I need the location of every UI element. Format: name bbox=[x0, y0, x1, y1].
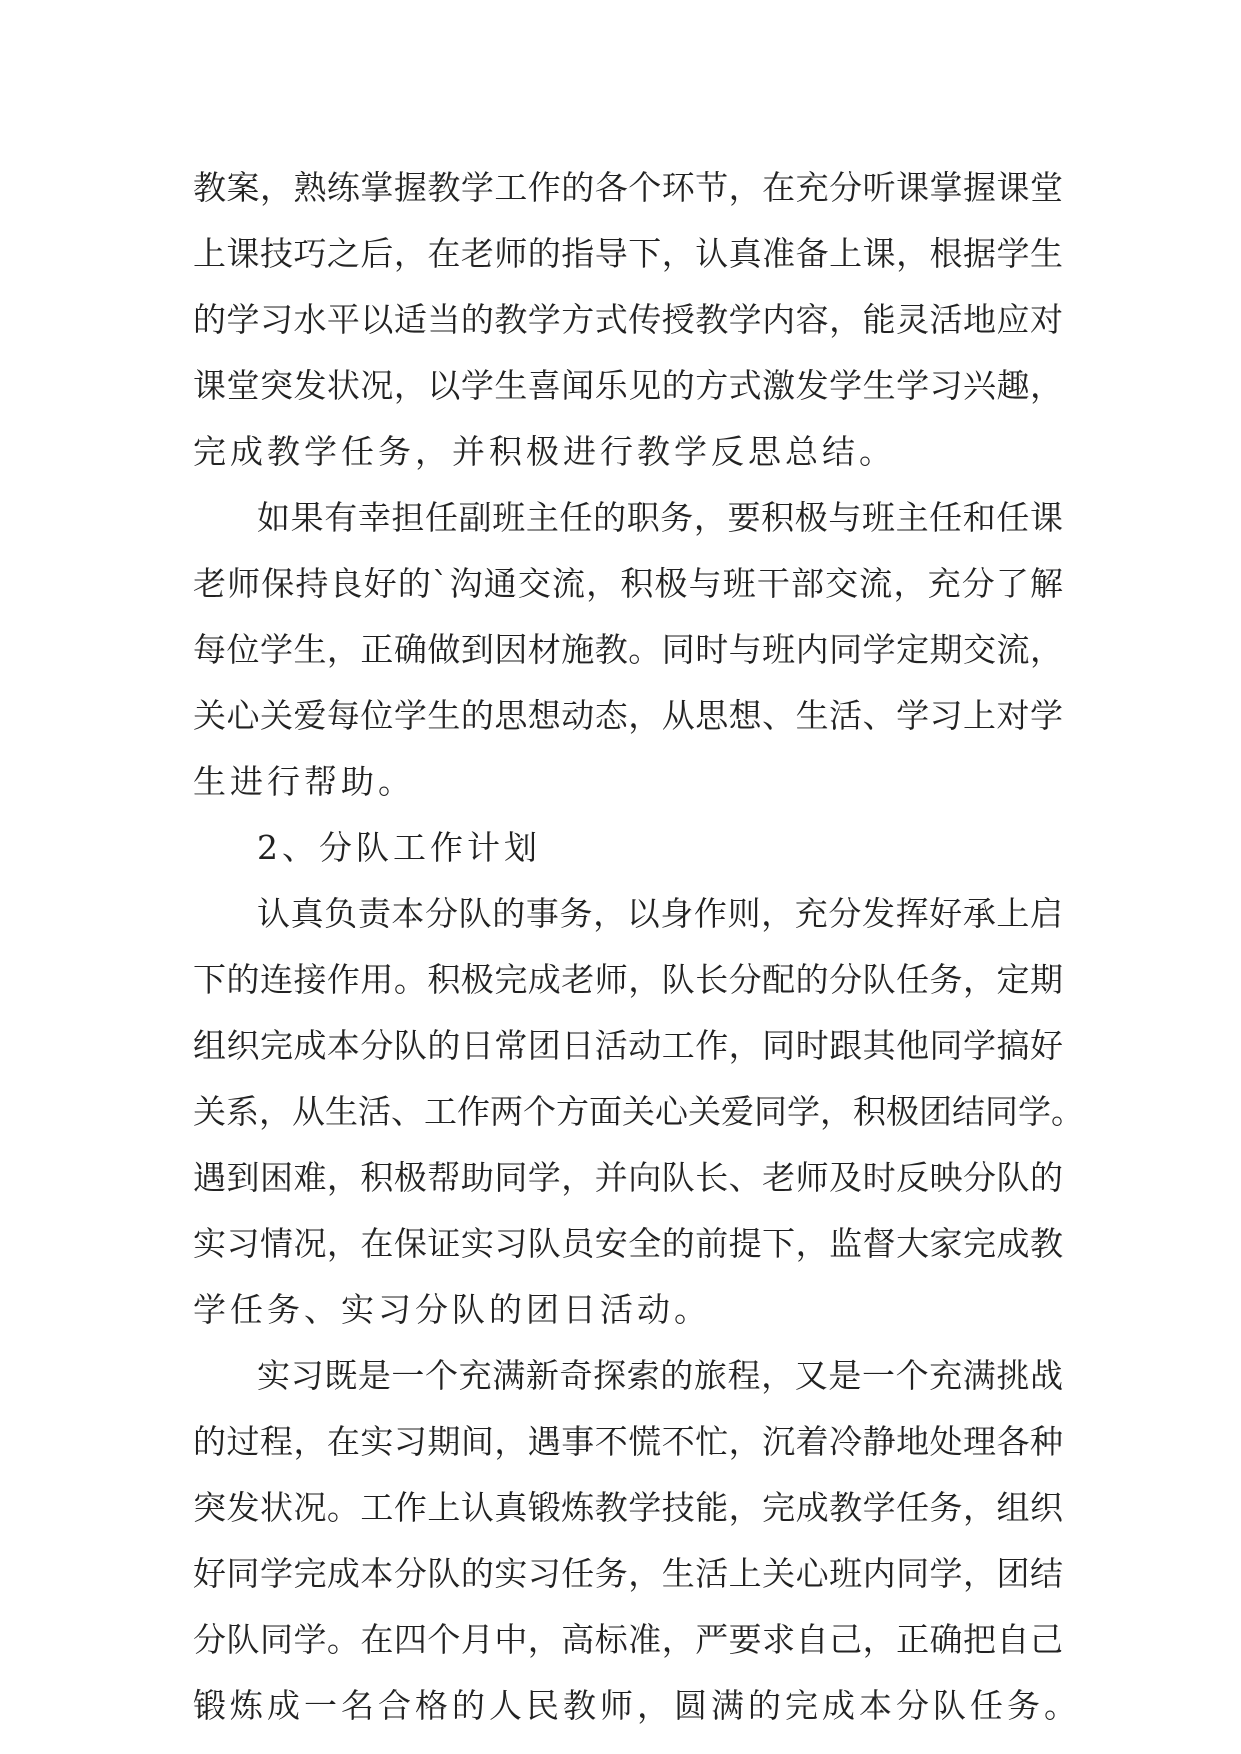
text-line: 遇到困难，积极帮助同学，并向队长、老师及时反映分队的 bbox=[193, 1158, 1063, 1197]
text-line: 如果有幸担任副班主任的职务，要积极与班主任和任课 bbox=[257, 498, 1063, 537]
text-line: 生进行帮助。 bbox=[193, 762, 415, 801]
text-line: 认真负责本分队的事务，以身作则，充分发挥好承上启 bbox=[257, 894, 1063, 933]
text-line: 实习既是一个充满新奇探索的旅程，又是一个充满挑战 bbox=[257, 1356, 1063, 1395]
section-heading bbox=[193, 815, 1063, 881]
heading-line: 2、分队工作计划 bbox=[257, 828, 541, 867]
text-line: 上课技巧之后，在老师的指导下，认真准备上课，根据学生 bbox=[193, 234, 1063, 273]
text-line: 教案，熟练掌握教学工作的各个环节，在充分听课掌握课堂 bbox=[193, 168, 1063, 207]
document-body bbox=[193, 155, 1084, 1739]
text-line: 好同学完成本分队的实习任务，生活上关心班内同学，团结 bbox=[193, 1554, 1063, 1593]
text-line: 关系，从生活、工作两个方面关心关爱同学，积极团结同学。 bbox=[193, 1092, 1084, 1131]
paragraph-deputy-head-teacher bbox=[193, 485, 1063, 815]
paragraph-conclusion bbox=[193, 1343, 1081, 1739]
paragraph-team-work bbox=[193, 881, 1084, 1343]
text-line: 的过程，在实习期间，遇事不慌不忙，沉着冷静地处理各种 bbox=[193, 1422, 1063, 1461]
text-line: 突发状况。工作上认真锻炼教学技能，完成教学任务，组织 bbox=[193, 1488, 1063, 1527]
paragraph-teaching bbox=[193, 155, 1063, 485]
text-line: 实习情况，在保证实习队员安全的前提下，监督大家完成教 bbox=[193, 1224, 1063, 1263]
text-line: 的学习水平以适当的教学方式传授教学内容，能灵活地应对 bbox=[193, 300, 1063, 339]
text-line: 分队同学。在四个月中，高标准，严要求自己，正确把自己 bbox=[193, 1620, 1063, 1659]
text-line: 完成教学任务，并积极进行教学反思总结。 bbox=[193, 432, 896, 471]
text-line: 老师保持良好的`沟通交流，积极与班干部交流，充分了解 bbox=[193, 564, 1063, 603]
text-line: 课堂突发状况，以学生喜闻乐见的方式激发学生学习兴趣， bbox=[193, 366, 1063, 405]
text-line: 关心关爱每位学生的思想动态，从思想、生活、学习上对学 bbox=[193, 696, 1063, 735]
text-line: 学任务、实习分队的团日活动。 bbox=[193, 1290, 711, 1329]
text-line: 组织完成本分队的日常团日活动工作，同时跟其他同学搞好 bbox=[193, 1026, 1063, 1065]
text-line: 锻炼成一名合格的人民教师，圆满的完成本分队任务。 bbox=[193, 1686, 1081, 1725]
text-line: 下的连接作用。积极完成老师，队长分配的分队任务，定期 bbox=[193, 960, 1063, 999]
text-line: 每位学生，正确做到因材施教。同时与班内同学定期交流， bbox=[193, 630, 1063, 669]
